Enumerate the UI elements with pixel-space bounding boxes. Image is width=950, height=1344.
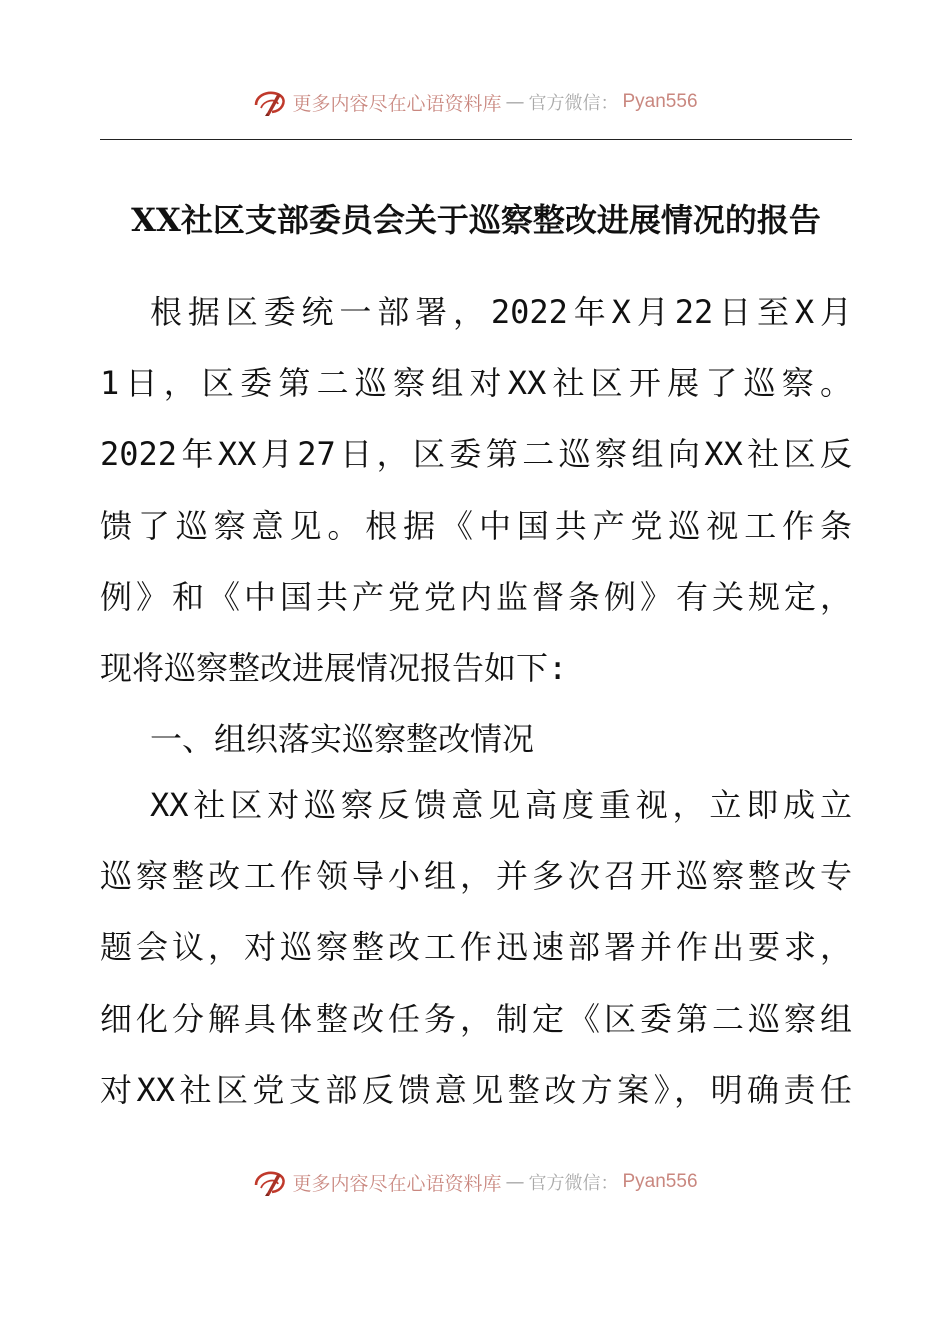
fountain-pen-swirl-logo-icon — [252, 1165, 288, 1199]
body-line: 题会议，对巡察整改工作迅速部署并作出要求， — [100, 928, 852, 966]
body-line: 例》和《中国共产党党内监督条例》有关规定， — [100, 578, 852, 616]
section-heading: 一、组织落实巡察整改情况 — [150, 720, 535, 758]
header-divider — [100, 139, 852, 140]
body-line: 根据区委统一部署，2022年X月22日至X月 — [150, 293, 852, 331]
body-line: 2022年XX月27日，区委第二巡察组向XX社区反 — [100, 435, 852, 473]
body-line: 巡察整改工作领导小组，并多次召开巡察整改专 — [100, 857, 852, 895]
header-watermark — [0, 84, 950, 120]
watermark-label: 官方微信： — [528, 93, 619, 114]
body-line: 现将巡察整改进展情况报告如下: — [100, 649, 568, 687]
watermark-dash: — — [505, 91, 525, 113]
body-line: 1日，区委第二巡察组对XX社区开展了巡察。 — [100, 364, 852, 402]
watermark-site-text: 更多内容尽在心语资料库 — [292, 1172, 502, 1195]
body-line: 对XX社区党支部反馈意见整改方案》，明确责任 — [100, 1071, 852, 1109]
fountain-pen-swirl-logo-icon — [252, 85, 288, 119]
watermark-site-text: 更多内容尽在心语资料库 — [292, 92, 502, 115]
document-title: XX社区支部委员会关于巡察整改进展情况的报告 — [131, 201, 821, 239]
watermark-group — [252, 1165, 697, 1199]
watermark-group — [252, 85, 697, 119]
watermark-dash: — — [505, 1171, 525, 1193]
body-line: 馈了巡察意见。根据《中国共产党巡视工作条 — [100, 507, 852, 545]
watermark-wechat-id: Pyan556 — [622, 91, 698, 112]
body-line: XX社区对巡察反馈意见高度重视，立即成立 — [150, 786, 852, 824]
footer-watermark — [0, 1164, 950, 1200]
watermark-label: 官方微信： — [528, 1173, 619, 1194]
watermark-wechat-id: Pyan556 — [622, 1171, 698, 1192]
body-line: 细化分解具体整改任务，制定《区委第二巡察组 — [100, 1000, 852, 1038]
